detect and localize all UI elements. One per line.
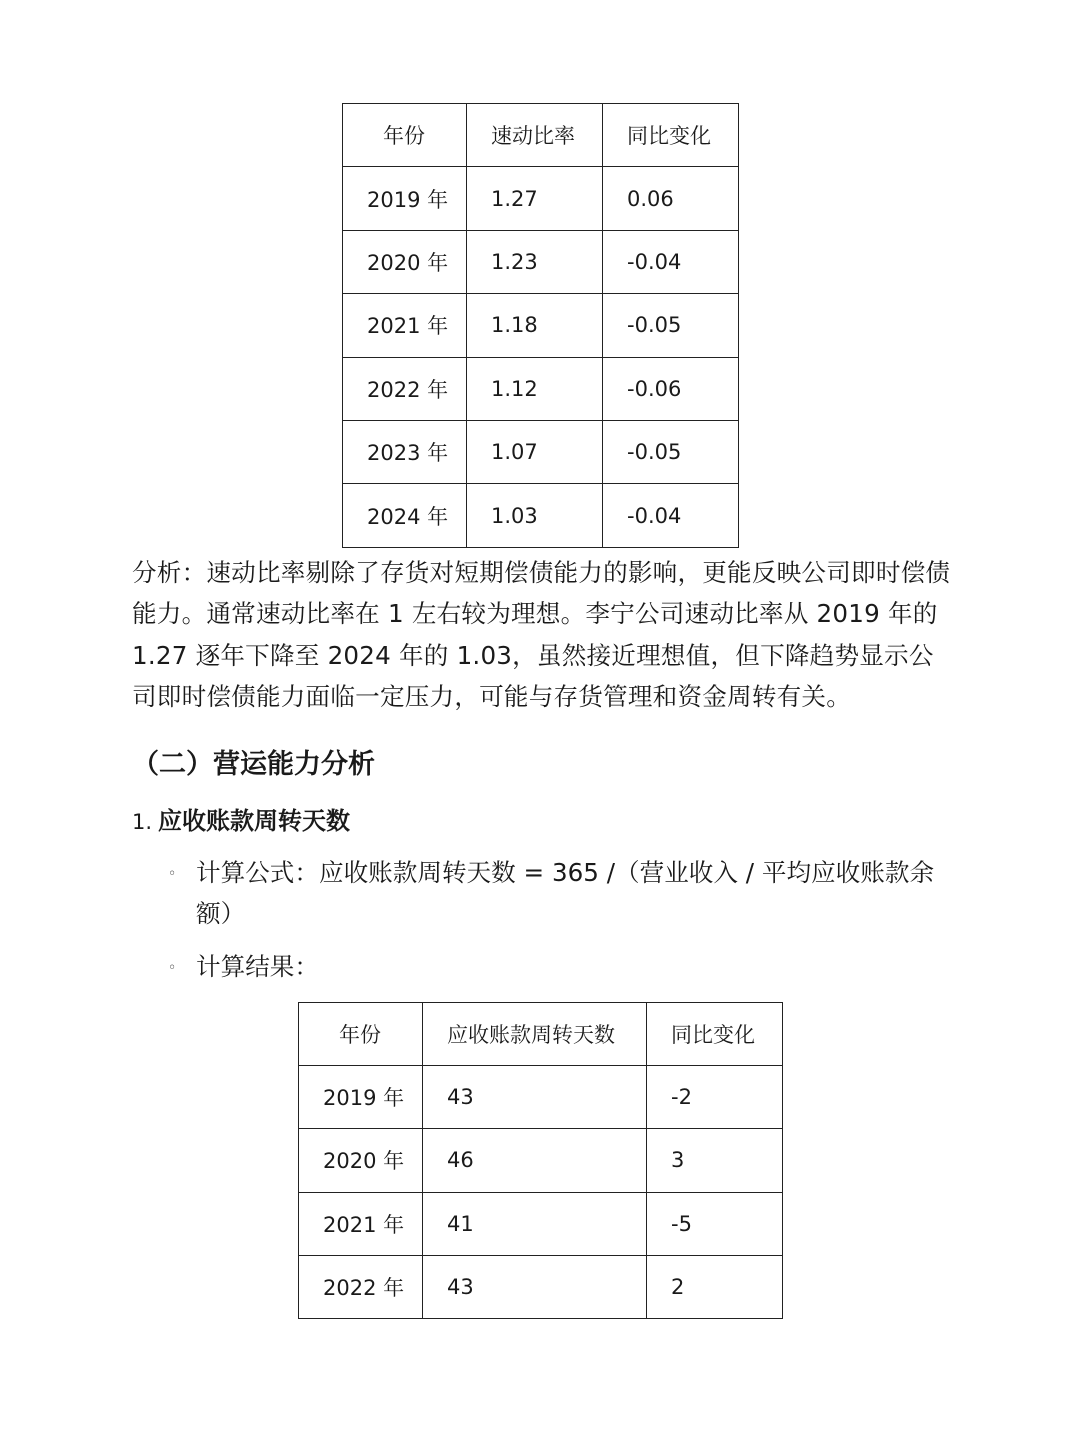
table-row [343,484,739,547]
header-ar-days: 应收账款周转天数 [423,1003,647,1066]
formula-bullet: 计算公式：应收账款周转天数 = 365 /（营业收入 / 平均应收账款余额） [196,858,935,929]
cell-ar-days: 46 [423,1129,647,1192]
header-quick-ratio: 速动比率 [467,104,603,167]
cell-quick-ratio: 1.12 [467,357,603,420]
cell-quick-ratio: 1.03 [467,484,603,547]
cell-yoy-change: -0.05 [603,294,739,357]
cell-yoy-change: 2 [647,1255,783,1318]
subsection-heading [132,803,350,840]
table-row [343,420,739,483]
cell-year: 2024 年 [343,484,467,547]
cell-quick-ratio: 1.18 [467,294,603,357]
cell-yoy-change: -0.05 [603,420,739,483]
cell-yoy-change: 0.06 [603,167,739,230]
cell-quick-ratio: 1.23 [467,230,603,293]
analysis-paragraph: 分析：速动比率剔除了存货对短期偿债能力的影响，更能反映公司即时偿债能力。通常速动比率在 1 左右较为理想。李宁公司速动比率从 2019 年的 1.27 逐年下降至 2024 年的 1.03，虽然接近理想值，但下降趋势显示公司即时偿债能力面临一定压力，可能与存货管理和资金周转有关。 [132,558,951,712]
cell-year: 2022 年 [299,1255,423,1318]
table-row [299,1255,783,1318]
cell-yoy-change: -0.04 [603,484,739,547]
header-yoy-change: 同比变化 [647,1003,783,1066]
cell-year: 2019 年 [299,1066,423,1129]
table-header-row [299,1003,783,1066]
table-row [343,167,739,230]
cell-yoy-change: -2 [647,1066,783,1129]
cell-yoy-change: -5 [647,1192,783,1255]
cell-yoy-change: -0.04 [603,230,739,293]
cell-year: 2022 年 [343,357,467,420]
cell-year: 2023 年 [343,420,467,483]
header-year: 年份 [343,104,467,167]
bullet-marker: ◦ [168,960,177,976]
cell-year: 2021 年 [299,1192,423,1255]
cell-ar-days: 43 [423,1255,647,1318]
table-row [343,357,739,420]
cell-yoy-change: 3 [647,1129,783,1192]
quick-ratio-table [342,103,739,548]
cell-year: 2020 年 [343,230,467,293]
table-row [299,1192,783,1255]
subsection-title: 应收账款周转天数 [158,807,351,835]
cell-yoy-change: -0.06 [603,357,739,420]
table-header-row [343,104,739,167]
subsection-number: 1. [132,810,153,834]
table-row [343,230,739,293]
bullet-marker: ◦ [168,866,177,882]
cell-year: 2019 年 [343,167,467,230]
section-heading: （二）营运能力分析 [132,749,375,780]
table-row [299,1129,783,1192]
header-year: 年份 [299,1003,423,1066]
cell-quick-ratio: 1.07 [467,420,603,483]
cell-quick-ratio: 1.27 [467,167,603,230]
table-row [299,1066,783,1129]
cell-year: 2020 年 [299,1129,423,1192]
cell-year: 2021 年 [343,294,467,357]
result-bullet: 计算结果： [196,952,319,981]
cell-ar-days: 41 [423,1192,647,1255]
ar-turnover-days-table [298,1002,783,1319]
header-yoy-change: 同比变化 [603,104,739,167]
cell-ar-days: 43 [423,1066,647,1129]
table-row [343,294,739,357]
